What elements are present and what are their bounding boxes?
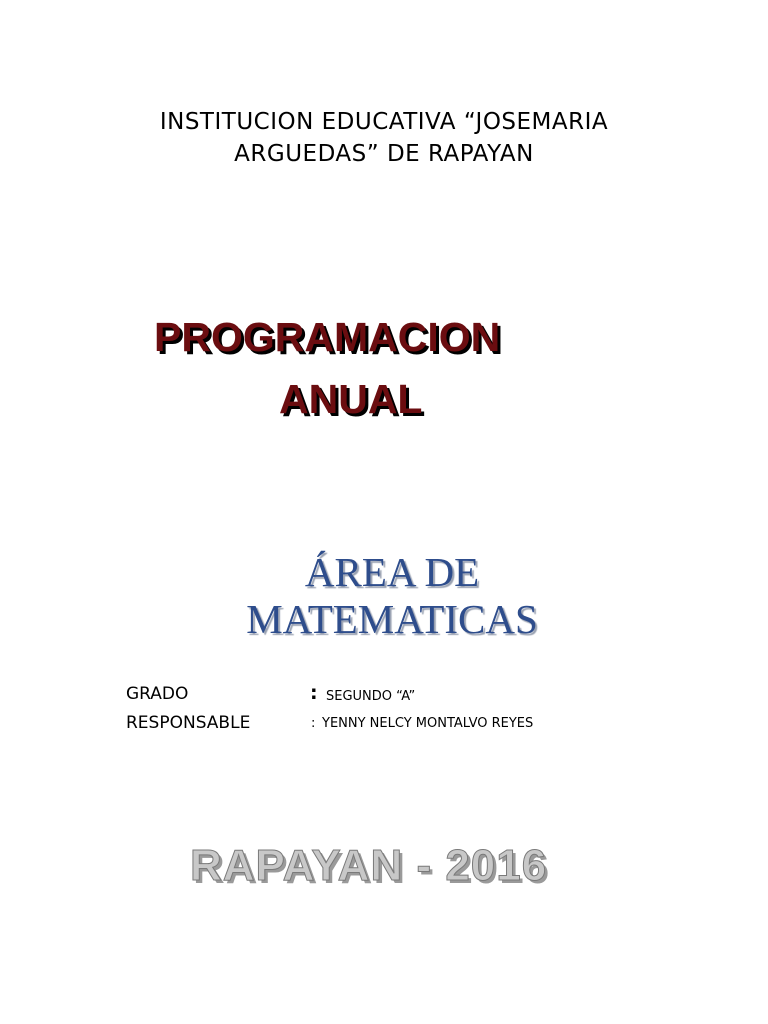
title-line-2: ANUAL	[279, 376, 423, 422]
area-line-2: MATEMATICAS	[246, 596, 538, 642]
grado-colon: :	[310, 682, 318, 704]
title-line-1: PROGRAMACION	[154, 314, 501, 360]
institution-line-2: ARGUEDAS” DE RAPAYAN	[234, 141, 534, 167]
grado-label: GRADO	[126, 684, 189, 704]
area-line-1: ÁREA DE	[304, 549, 480, 595]
institution-line-1: INSTITUCION EDUCATIVA “JOSEMARIA	[159, 109, 609, 135]
responsable-value: YENNY NELCY MONTALVO REYES	[322, 716, 534, 731]
responsable-colon: :	[311, 716, 316, 731]
institution-name	[0, 106, 768, 170]
responsable-label: RESPONSABLE	[126, 713, 251, 733]
grado-value: SEGUNDO “A”	[326, 689, 416, 704]
city-year: RAPAYAN - 2016	[190, 841, 548, 890]
